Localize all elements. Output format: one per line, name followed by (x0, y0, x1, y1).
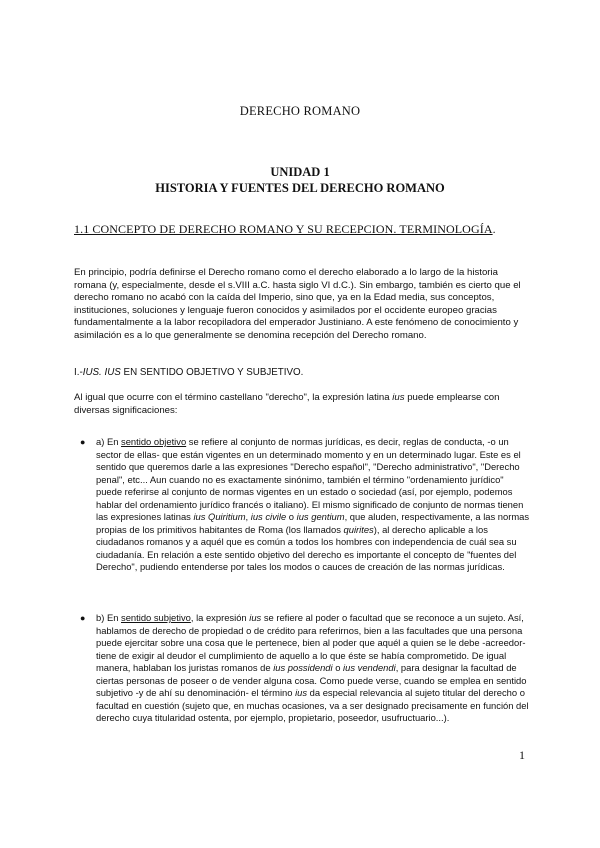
bullet-a-latin: quirites (343, 523, 374, 535)
meanings-italic: ius (392, 392, 405, 403)
bullet-b-term: sentido subjetivo (121, 612, 191, 623)
meanings-text-1: Al igual que ocurre con el término castellano "derecho", la expresión latina (74, 392, 393, 403)
document-title: DERECHO ROMANO (239, 104, 361, 118)
bullet-b-text: , la expresión (190, 612, 250, 623)
section-heading (74, 222, 496, 237)
subheading-rest: EN SENTIDO OBJETIVO Y SUBJETIVO. (120, 367, 304, 378)
bullet-b-latin: ius (295, 687, 308, 699)
intro-paragraph: En principio, podría definirse el Derecho romano como el derecho elaborado a lo largo de la historia romana (y, especialmente, desde el s.VIII a.C. hasta siglo VI d.C.). Sin embargo, también es cierto que el derecho romano no acabó con la caída del Imperio, sino que, ya en la Edad media, sus conceptos, instituciones, soluciones y lenguaje fueron conocidos y asimilados por el occidente europeo gracias fundamentalmente a la labor recopiladora del emperador Justiniano. A este fenómeno de conocimiento y asimilación es a lo que generalmente se denomina recepción del Derecho romano. (74, 267, 521, 341)
bullet-a-text: ), al derecho aplicable a los ciudadanos romanos y a aquél que es común a todos los hombres con independencia de cuál sea su ciudadanía. En relación a este sentido objetivo del derecho es importante el concepto de "fuentes del Derecho", pudiendo entenderse por tales los modos o cauces de creación de las normas jurídicas. (96, 523, 517, 573)
bullet-a-latin: ius civile (250, 511, 287, 523)
bullet-b-text: da especial relevancia al sujeto titular del derecho o facultad en cuestión (sujeto que, en muchas ocasiones, va a ser designado precisamente en función del derecho cuya titularidad ostenta, por ejemplo, propietario, poseedor, usufructuario...). (96, 687, 529, 724)
unit-title (0, 164, 600, 196)
bullet-icon: ● (80, 613, 86, 623)
subheading-prefix: I.- (74, 367, 83, 378)
unit-subtitle: HISTORIA Y FUENTES DEL DERECHO ROMANO (155, 181, 445, 195)
bullet-b-prefix: b) En (96, 612, 122, 623)
bullet-a-text: o (286, 511, 297, 523)
list-item-subjective (80, 612, 532, 725)
subheading-ius (74, 367, 303, 378)
list-item-objective (80, 436, 532, 574)
page-number: 1 (519, 748, 525, 762)
unit-number: UNIDAD 1 (270, 165, 330, 179)
bullet-b-latin: ius (249, 612, 262, 623)
bullet-icon: ● (80, 437, 86, 447)
bullet-b-latin: ius vendendi (343, 662, 396, 674)
bullet-a-text: , que aluden, respectivamente, a las normas propias de los primitivos habitantes de Roma (los llamados (96, 511, 530, 535)
subheading-italic: IUS. IUS (82, 367, 121, 378)
section-heading-period: . (492, 222, 496, 236)
bullet-b-text: se refiere al poder o facultad que se reconoce a un sujeto. Así, hablamos de derecho de propiedad o de crédito para referirnos, bien a las facultades que una persona puede ejercitar sobre una cosa que le pertenece, bien al poder que aquél a quien se le debe -acreedor- tiene de exigir al deudor el cumplimiento de aquello a lo que éste se había comprometido. De igual manera, hablaban los juristas romanos de (96, 612, 526, 674)
meanings-text-2: puede emplearse con diversas significaciones: (74, 392, 500, 416)
bullet-a-text: se refiere al conjunto de normas jurídicas, es decir, reglas de conducta, -o un sector de ellas- que están vigentes en un determinado momento y en un determinado lugar. Este es el sentido que queremos darle a las expresiones "Derecho español", "Derecho administrativo", "Derecho penal", etc... Aun cuando no es exactamente sinónimo, también el término "ordenamiento jurídico" puede referirse al conjunto de normas vigentes en un estado o sociedad (así, por ejemplo, podemos hablar del ordenamiento jurídico francés o italiano). El mismo significado de conjunto de normas tienen las expresiones latinas (96, 436, 524, 523)
meanings-paragraph (74, 392, 532, 417)
bullet-a-prefix: a) En (96, 436, 122, 447)
section-heading-text: 1.1 CONCEPTO DE DERECHO ROMANO Y SU RECEPCION. TERMINOLOGÍA (74, 222, 493, 236)
bullet-b-text: , para designar la facultad de ciertas personas de poseer o de vender alguna cosa. Como puede verse, cuando se emplea en sentido subjetivo -y de ahí su denominación- el término (96, 662, 527, 699)
bullet-a-text: , (245, 511, 251, 523)
bullet-a-term: sentido objetivo (121, 436, 187, 447)
bullet-b-latin: ius possidendi (273, 662, 333, 674)
bullet-a-latin: ius gentium (296, 511, 345, 523)
bullet-b-text: o (332, 662, 344, 674)
bullet-a-latin: ius Quiritium (193, 511, 246, 523)
